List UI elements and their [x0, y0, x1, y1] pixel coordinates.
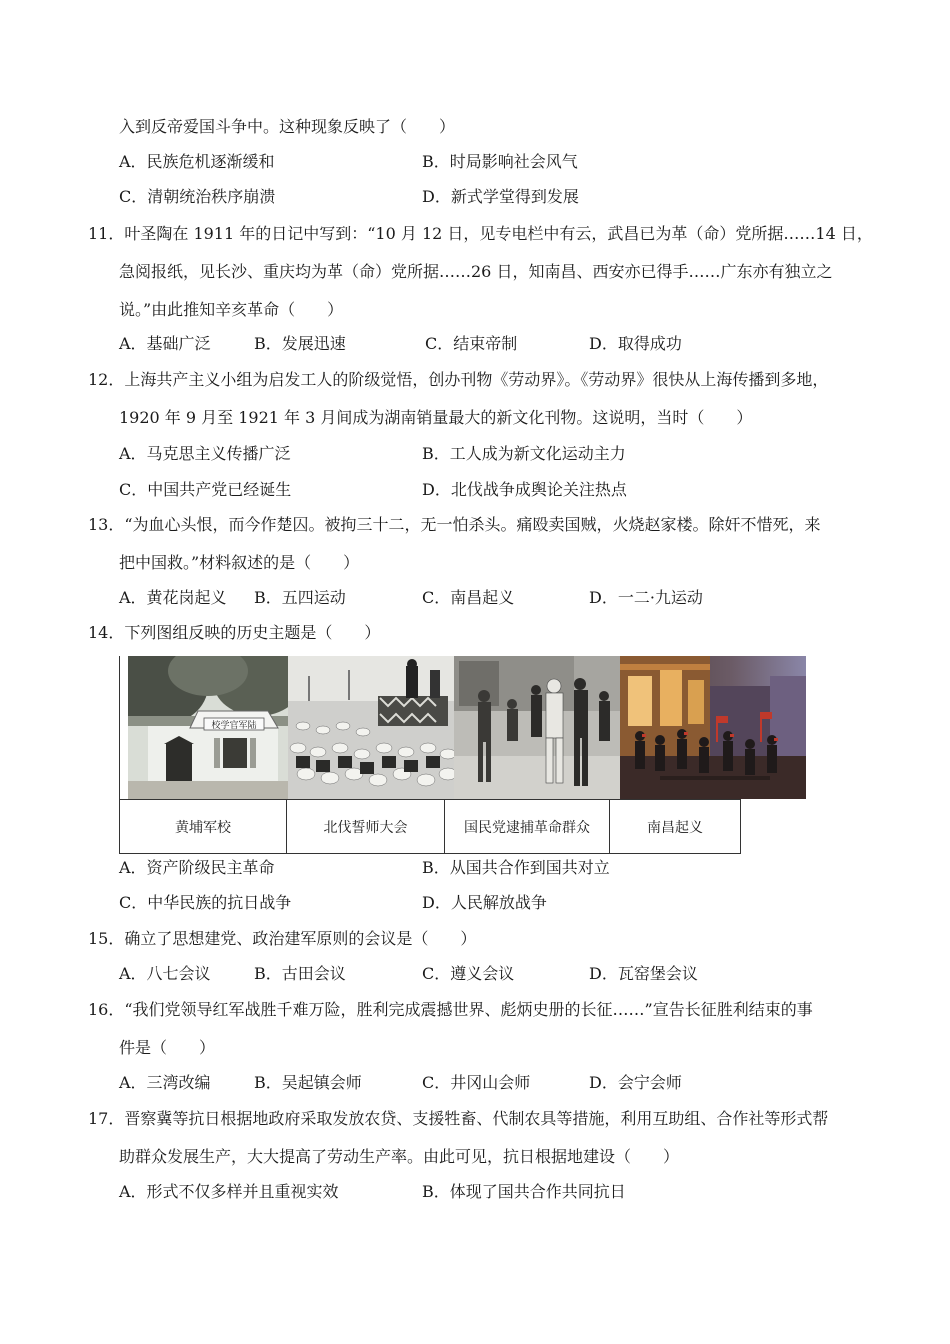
q13-option-d: D．一二·九运动: [589, 588, 703, 607]
q11-option-c: C．结束帝制: [425, 334, 518, 353]
q12-line-1: 12．上海共产主义小组为启发工人的阶级觉悟，创办刊物《劳动界》。《劳动界》很快从上海传播到多地，: [88, 370, 829, 389]
caption-arrest: 国民党逮捕革命群众: [445, 799, 610, 853]
q12-option-c: C．中国共产党已经诞生: [119, 480, 292, 499]
q16-option-c: C．井冈山会师: [422, 1073, 531, 1092]
q15-option-b: B．古田会议: [254, 964, 346, 983]
arrest-of-revolutionaries-photo: [454, 656, 620, 799]
huangpu-academy-photo: [128, 656, 288, 799]
q11-option-a: A．基础广泛: [119, 334, 211, 353]
q14-option-a: A．资产阶级民主革命: [119, 858, 275, 877]
caption-huangpu: 黄埔军校: [120, 799, 287, 853]
q10-option-b: B．时局影响社会风气: [422, 152, 578, 171]
q17-line-2: 助群众发展生产，大大提高了劳动生产率。由此可见，抗日根据地建设（ ）: [119, 1147, 680, 1166]
q10-option-c: C．清朝统治秩序崩溃: [119, 187, 276, 206]
q16-option-a: A．三湾改编: [119, 1073, 211, 1092]
q15-option-c: C．遵义会议: [422, 964, 515, 983]
q11-line-1: 11．叶圣陶在 1911 年的日记中写到：“10 月 12 日，见专电栏中有云，武昌已为革（命）党所据……14 日，: [88, 224, 873, 243]
photo-group-table: [119, 656, 741, 854]
q14-option-d: D．人民解放战争: [422, 893, 547, 912]
q17-option-b: B．体现了国共合作共同抗日: [422, 1182, 626, 1201]
nanchang-uprising-painting: [620, 656, 806, 799]
q14-option-c: C．中华民族的抗日战争: [119, 893, 292, 912]
q15-option-a: A．八七会议: [119, 964, 211, 983]
q11-option-b: B．发展迅速: [254, 334, 346, 353]
q10-option-d: D．新式学堂得到发展: [422, 187, 579, 206]
q16-line-1: 16．“我们党领导红军战胜千难万险，胜利完成震撼世界、彪炳史册的长征……”宣告长征胜利结束的事: [88, 1000, 813, 1019]
q16-option-d: D．会宁会师: [589, 1073, 682, 1092]
q15-option-d: D．瓦窑堡会议: [589, 964, 698, 983]
q11-option-d: D．取得成功: [589, 334, 682, 353]
q13-option-c: C．南昌起义: [422, 588, 515, 607]
q15-line-1: 15．确立了思想建党、政治建军原则的会议是（ ）: [88, 929, 477, 948]
q13-line-2: 把中国救。”材料叙述的是（ ）: [119, 553, 360, 572]
q13-option-a: A．黄花岗起义: [119, 588, 227, 607]
q11-line-3: 说。”由此推知辛亥革命（ ）: [119, 300, 344, 319]
q16-option-b: B．吴起镇会师: [254, 1073, 362, 1092]
question-10-tail: 入到反帝爱国斗争中。这种现象反映了（ ）: [119, 117, 456, 136]
q12-option-a: A．马克思主义传播广泛: [119, 444, 291, 463]
q13-option-b: B．五四运动: [254, 588, 346, 607]
q17-line-1: 17．晋察冀等抗日根据地政府采取发放农贷、支援牲畜、代制农具等措施，利用互助组、合作社等形式帮: [88, 1109, 829, 1128]
q13-line-1: 13．“为血心头恨，而今作楚囚。被拘三十二，无一怕杀头。痛殴卖国贼，火烧赵家楼。除奸不惜死，来: [88, 515, 821, 534]
q12-line-2: 1920 年 9 月至 1921 年 3 月间成为湖南销量最大的新文化刊物。这说明，当时（ ）: [119, 408, 753, 427]
q17-option-a: A．形式不仅多样并且重视实效: [119, 1182, 339, 1201]
q10-option-a: A．民族危机逐渐缓和: [119, 152, 275, 171]
caption-nanchang: 南昌起义: [610, 799, 741, 853]
q14-option-b: B．从国共合作到国共对立: [422, 858, 610, 877]
academy-sign-text: 校学官军陆: [211, 721, 257, 731]
northern-expedition-rally-photo: [288, 656, 454, 799]
q12-option-d: D．北伐战争成舆论关注热点: [422, 480, 627, 499]
q16-line-2: 件是（ ）: [119, 1038, 216, 1057]
caption-northern-expedition: 北伐誓师大会: [287, 799, 445, 853]
q14-line-1: 14．下列图组反映的历史主题是（ ）: [88, 623, 381, 642]
q11-line-2: 急阅报纸，见长沙、重庆均为革（命）党所据……26 日，知南昌、西安亦已得手……广东亦有独立之: [119, 262, 833, 281]
q12-option-b: B．工人成为新文化运动主力: [422, 444, 626, 463]
